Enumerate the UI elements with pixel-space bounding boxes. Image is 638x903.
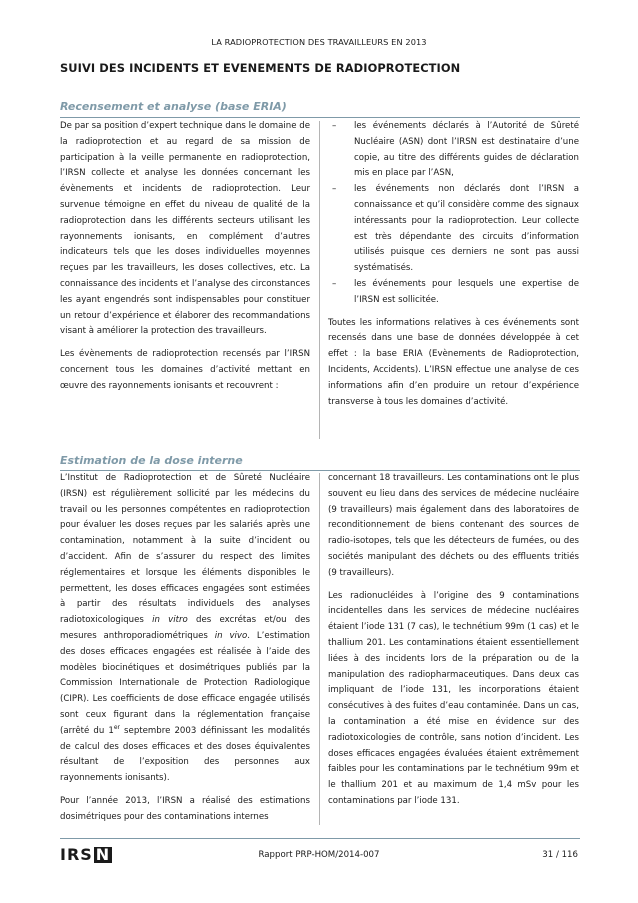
report-reference: Rapport PRP-HOM/2014-007 bbox=[258, 850, 380, 860]
column-divider bbox=[319, 473, 320, 825]
paragraph: concernant 18 travailleurs. Les contaminations ont le plus souvent eu lieu dans des services de médecine nucléaire (9 travailleurs) mais également dans des laboratoires de reconditionnement de biens contenant des sources de radio-isotopes, tels que les détecteurs de fumées, ou des sociétés manipulant des déchets ou des effluents tritiés (9 travailleurs). bbox=[328, 473, 579, 578]
text: . L’estimation des doses efficaces engagées est réalisée à l’aide des modèles biocinétiques et dosimétriques publiés par la Commission Internationale de Protection Radiologique (CIPR). Les coefficients de dose efficace engagée utilisés sont ceux figurant dans la réglementation française (arrêté du 1 bbox=[60, 630, 311, 736]
text: des excrétas et/ou des mesures anthroporadiométriques bbox=[60, 615, 310, 641]
section-rule bbox=[60, 117, 580, 118]
paragraph: Toutes les informations relatives à ces événements sont recensés dans une base de données développée à cet effet : la base ERIA (Evènements de Radioprotection, Incidents, Accidents). L’IRSN effectue une analyse de ces informations afin d’en produire un retour d’expérience transverse à tous les domaines d’activité. bbox=[328, 317, 579, 407]
list-item: – les événements pour lesquels une expertise de l’IRSN est sollicitée. bbox=[328, 277, 579, 309]
logo-box-letter: N bbox=[95, 845, 111, 864]
paragraph: Les évènements de radioprotection recensés par l’IRSN concernent tous les domaines d’activité mettant en œuvre des rayonnements ionisants et recouvrent : bbox=[60, 349, 310, 391]
list-item: – les événements non déclarés dont l’IRSN a connaissance et qu’il considère comme des signaux intéressants pour la radioprotection. Leur collecte est très dépendante des circuits d’information utilisés puisque ces derniers ne sont pas aussi systématisés. bbox=[328, 182, 579, 277]
event-list bbox=[328, 119, 579, 309]
page-title: SUIVI DES INCIDENTS ET EVENEMENTS DE RADIOPROTECTION bbox=[60, 61, 461, 75]
paragraph: De par sa position d’expert technique dans le domaine de la radioprotection et au regard de sa mission de participation à la veille permanente en radioprotection, l’IRSN collecte et analyse les données concernant les évènements et incidents de radioprotection. Leur survenue témoigne en effet du niveau de qualité de la radioprotection dans les différents secteurs utilisant les rayonnements ionisants, en complément d’autres indicateurs tels que les doses individuelles moyennes reçues par les travailleurs, les doses collectives, etc. La connaissance des incidents et l’analyse des circonstances les ayant engendrés sont indispensables pour constituer un retour d’expérience et élaborer des recommandations visant à améliorer la protection des travailleurs. bbox=[60, 121, 310, 337]
text: L’Institut de Radioprotection et de Sûreté Nucléaire (IRSN) est régulièrement sollicité par les médecins du travail ou les personnes compétentes en radioprotection pour évaluer les doses reçues par les salariés après une contamination, notamment à la suite d’incident ou d’accident. Afin de s’assurer du respect des limites réglementaires et lorsque les éléments disponibles le permettent, les doses efficaces engagées sont estimées à partir des résultats individuels des analyses radiotoxicologiques bbox=[60, 473, 310, 626]
column-divider bbox=[319, 121, 320, 439]
paragraph: Les radionucléides à l’origine des 9 contaminations incidentelles dans les services de médecine nucléaires étaient l’iode 131 (7 cas), le technétium 99m (1 cas) et le thallium 201. Les contaminations étaient essentiellement liées à des incidents lors de la préparation ou de la manipulation des radiopharmaceutiques. Dans deux cas impliquant de l’iode 131, les incorporations étaient consécutives à des fuites d’eau contaminée. Dans un cas, la contamination a été mise en évidence sur des radiotoxicologies de contrôle, sans notion d’incident. Les doses efficaces engagées évaluées étaient extrêmement faibles pour les contaminations par le technétium 99m et le thallium 201 et au maximum de 1,4 mSv pour les contaminations par l’iode 131. bbox=[328, 590, 579, 806]
italic-text: in vivo bbox=[214, 630, 248, 641]
italic-text: in vitro bbox=[152, 615, 188, 626]
footer-rule bbox=[60, 838, 580, 839]
superscript: er bbox=[113, 723, 120, 731]
paragraph: Pour l’année 2013, l’IRSN a réalisé des estimations dosimétriques pour des contaminations internes bbox=[60, 795, 310, 822]
logo-text: IRS bbox=[60, 845, 93, 864]
page-number: 31 / 116 bbox=[542, 850, 578, 860]
section1-left-column bbox=[60, 119, 310, 402]
text: septembre 2003 définissant les modalités de calcul des doses efficaces et des doses équivalentes résultant de l’exposition des personnes aux rayonnements ionisants). bbox=[60, 725, 310, 784]
section-heading-eria: Recensement et analyse (base ERIA) bbox=[60, 100, 287, 113]
paragraph bbox=[60, 471, 310, 787]
section1-right-column bbox=[328, 119, 579, 417]
section2-left-column bbox=[60, 471, 310, 833]
section2-right-column bbox=[328, 471, 579, 817]
section-heading-internal-dose: Estimation de la dose interne bbox=[60, 454, 243, 467]
list-item: – les événements déclarés à l’Autorité de Sûreté Nucléaire (ASN) dont l’IRSN est destinataire d’une copie, au titre des différents guides de déclaration mis en place par l’ASN, bbox=[328, 119, 579, 182]
running-header: LA RADIOPROTECTION DES TRAVAILLEURS EN 2013 bbox=[211, 37, 427, 47]
